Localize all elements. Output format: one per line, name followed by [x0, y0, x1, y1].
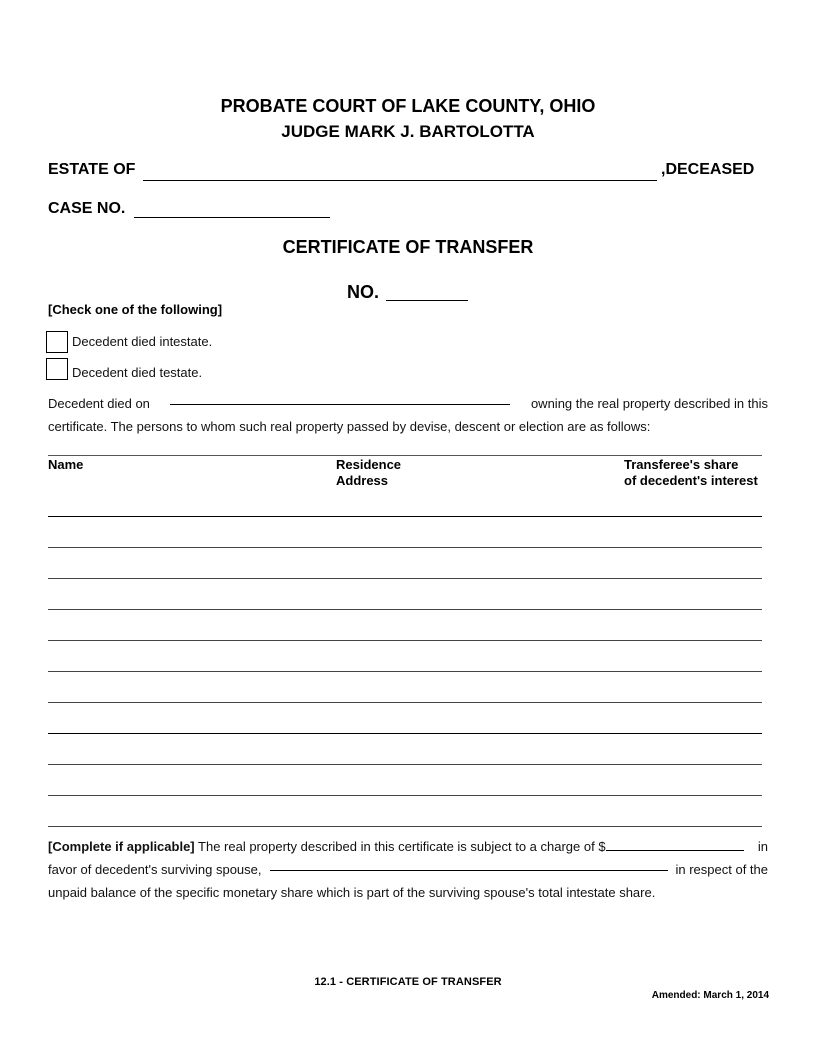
table-row[interactable]: [48, 579, 762, 610]
table-row[interactable]: [48, 548, 762, 579]
intestate-label: Decedent died intestate.: [72, 334, 213, 349]
spouse-name-field[interactable]: [270, 858, 668, 871]
col-share-header: [624, 457, 758, 489]
certificate-no-field[interactable]: [386, 282, 468, 301]
charge-line-1: [48, 835, 768, 858]
table-row[interactable]: [48, 796, 762, 827]
testate-label: Decedent died testate.: [72, 365, 203, 380]
col-residence-header: [336, 457, 401, 489]
table-row[interactable]: [48, 734, 762, 765]
col-share-label-2: of decedent's interest: [624, 473, 758, 488]
charge-text-2-start: favor of decedent's surviving spouse,: [48, 862, 262, 877]
charge-text-2-end: in respect of the: [675, 862, 768, 877]
table-row[interactable]: [48, 672, 762, 703]
case-no-label: CASE NO.: [48, 200, 126, 217]
court-name: PROBATE COURT OF LAKE COUNTY, OHIO: [220, 96, 596, 116]
testate-checkbox[interactable]: [46, 358, 68, 380]
estate-label: ESTATE OF: [48, 161, 136, 178]
table-row[interactable]: [48, 517, 762, 548]
charge-amount-field[interactable]: [606, 838, 744, 851]
amended-date: Amended: March 1, 2014: [651, 990, 769, 1001]
col-name-header: [48, 457, 83, 473]
col-share-label-1: Transferee's share: [624, 457, 739, 472]
table-top-rule: [48, 455, 762, 456]
table-row[interactable]: [48, 641, 762, 672]
intestate-checkbox[interactable]: [46, 331, 68, 353]
charge-line-2: [48, 858, 768, 881]
form-title: CERTIFICATE OF TRANSFER: [282, 237, 534, 257]
certificate-no-label: NO.: [347, 282, 380, 302]
died-on-suffix: owning the real property described in this: [530, 396, 768, 411]
table-row[interactable]: [48, 765, 762, 796]
check-instruction: [Check one of the following]: [48, 302, 223, 317]
died-on-prefix: Decedent died on: [48, 396, 150, 411]
estate-name-field[interactable]: [143, 161, 657, 181]
deceased-label: ,DECEASED: [661, 161, 755, 178]
died-on-line-1: [48, 392, 768, 415]
table-row[interactable]: [48, 610, 762, 641]
col-name-label: Name: [48, 457, 84, 472]
died-on-paragraph: [48, 392, 768, 438]
complete-if-applicable: [Complete if applicable]: [48, 839, 195, 854]
judge-name: JUDGE MARK J. BARTOLOTTA: [281, 122, 535, 141]
charge-paragraph: [48, 835, 768, 904]
case-no-field[interactable]: [134, 200, 330, 218]
footer-form-title: 12.1 - CERTIFICATE OF TRANSFER: [314, 976, 502, 988]
col-residence-label-2: Address: [336, 473, 389, 488]
charge-text-1-end: in: [757, 839, 768, 854]
died-on-line-2: certificate. The persons to whom such real property passed by devise, descent or election are as follows:: [48, 419, 651, 434]
charge-text-1: The real property described in this certificate is subject to a charge of $: [194, 839, 606, 854]
died-on-date-field[interactable]: [170, 392, 510, 405]
table-row[interactable]: [48, 486, 762, 517]
transferee-table: [48, 486, 762, 827]
charge-line-1-text: [48, 835, 744, 858]
charge-line-3: unpaid balance of the specific monetary share which is part of the surviving spouse's total intestate share.: [48, 885, 656, 900]
table-row[interactable]: [48, 703, 762, 734]
col-residence-label-1: Residence: [336, 457, 402, 472]
